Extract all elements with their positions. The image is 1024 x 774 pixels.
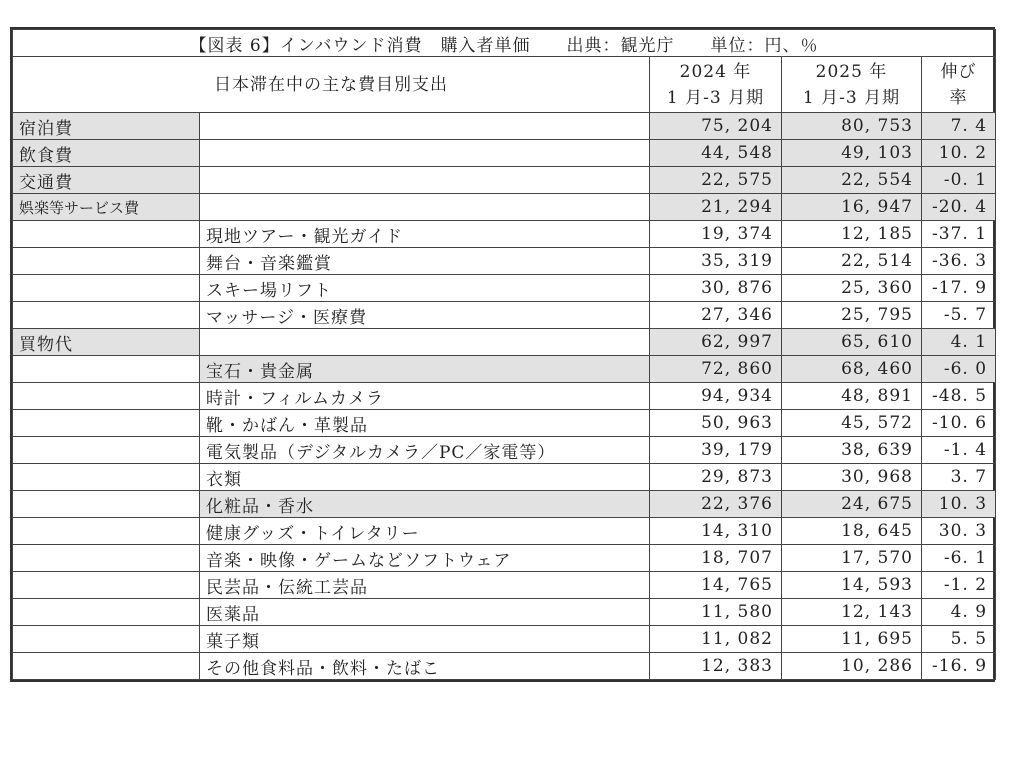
value-2025-cell: 65, 610	[782, 329, 922, 356]
value-2025-cell: 16, 947	[782, 194, 922, 221]
value-2025-cell: 45, 572	[782, 410, 922, 437]
growth-rate-cell: -1. 4	[922, 437, 996, 464]
category-cell	[13, 248, 200, 275]
table-row	[13, 410, 996, 437]
value-2024-cell: 75, 204	[650, 113, 782, 140]
growth-rate-cell: -20. 4	[922, 194, 996, 221]
category-cell	[13, 437, 200, 464]
header-growth-line2: 率	[949, 87, 968, 108]
item-cell	[200, 194, 650, 221]
item-cell: 健康グッズ・トイレタリー	[200, 518, 650, 545]
category-cell	[13, 626, 200, 653]
category-cell	[13, 356, 200, 383]
growth-rate-cell: -6. 1	[922, 545, 996, 572]
value-2024-cell: 39, 179	[650, 437, 782, 464]
category-cell	[13, 464, 200, 491]
value-2025-cell: 12, 143	[782, 599, 922, 626]
value-2025-cell: 24, 675	[782, 491, 922, 518]
item-cell: 菓子類	[200, 626, 650, 653]
header-2025	[782, 57, 922, 113]
value-2025-cell: 25, 360	[782, 275, 922, 302]
item-cell: 靴・かばん・革製品	[200, 410, 650, 437]
category-cell	[13, 491, 200, 518]
table-row	[13, 626, 996, 653]
header-growth-line1: 伸び	[940, 61, 977, 82]
item-cell: 民芸品・伝統工芸品	[200, 572, 650, 599]
table-row	[13, 113, 996, 140]
value-2024-cell: 19, 374	[650, 221, 782, 248]
value-2024-cell: 50, 963	[650, 410, 782, 437]
item-cell: マッサージ・医療費	[200, 302, 650, 329]
table-title: 【図表 6】インバウンド消費 購入者単価 出典：観光庁 単位：円、％	[13, 30, 996, 57]
value-2025-cell: 11, 695	[782, 626, 922, 653]
table-row	[13, 383, 996, 410]
value-2025-cell: 22, 514	[782, 248, 922, 275]
category-cell	[13, 221, 200, 248]
category-cell	[13, 410, 200, 437]
category-cell	[13, 599, 200, 626]
item-cell: 音楽・映像・ゲームなどソフトウェア	[200, 545, 650, 572]
table-row	[13, 437, 996, 464]
growth-rate-cell: -48. 5	[922, 383, 996, 410]
item-cell	[200, 140, 650, 167]
header-2025-period: 1 月-3 月期	[802, 87, 901, 108]
category-cell	[13, 545, 200, 572]
header-growth	[922, 57, 996, 113]
category-cell: 買物代	[13, 329, 200, 356]
value-2025-cell: 12, 185	[782, 221, 922, 248]
table-row	[13, 599, 996, 626]
item-cell: 電気製品（デジタルカメラ／PC／家電等）	[200, 437, 650, 464]
value-2025-cell: 48, 891	[782, 383, 922, 410]
value-2025-cell: 22, 554	[782, 167, 922, 194]
category-cell: 娯楽等サービス費	[13, 194, 200, 221]
category-cell	[13, 383, 200, 410]
growth-rate-cell: 3. 7	[922, 464, 996, 491]
growth-rate-cell: 4. 9	[922, 599, 996, 626]
value-2024-cell: 14, 765	[650, 572, 782, 599]
value-2024-cell: 94, 934	[650, 383, 782, 410]
growth-rate-cell: 10. 2	[922, 140, 996, 167]
growth-rate-cell: -5. 7	[922, 302, 996, 329]
value-2024-cell: 22, 575	[650, 167, 782, 194]
header-item-label: 日本滞在中の主な費目別支出	[13, 57, 650, 113]
value-2024-cell: 21, 294	[650, 194, 782, 221]
value-2024-cell: 22, 376	[650, 491, 782, 518]
item-cell: その他食料品・飲料・たばこ	[200, 653, 650, 680]
value-2025-cell: 25, 795	[782, 302, 922, 329]
growth-rate-cell: -6. 0	[922, 356, 996, 383]
table-row	[13, 221, 996, 248]
header-2024	[650, 57, 782, 113]
table-row	[13, 356, 996, 383]
header-2024-period: 1 月-3 月期	[666, 87, 765, 108]
item-cell	[200, 113, 650, 140]
value-2025-cell: 18, 645	[782, 518, 922, 545]
value-2024-cell: 11, 580	[650, 599, 782, 626]
item-cell: 衣類	[200, 464, 650, 491]
header-2024-year: 2024 年	[679, 61, 752, 82]
category-cell: 交通費	[13, 167, 200, 194]
growth-rate-cell: -17. 9	[922, 275, 996, 302]
growth-rate-cell: -36. 3	[922, 248, 996, 275]
table-row	[13, 491, 996, 518]
value-2024-cell: 14, 310	[650, 518, 782, 545]
value-2025-cell: 38, 639	[782, 437, 922, 464]
table-header-row	[13, 57, 996, 113]
growth-rate-cell: -0. 1	[922, 167, 996, 194]
item-cell: スキー場リフト	[200, 275, 650, 302]
value-2025-cell: 30, 968	[782, 464, 922, 491]
spending-table	[12, 29, 996, 680]
value-2024-cell: 12, 383	[650, 653, 782, 680]
item-cell: 現地ツアー・観光ガイド	[200, 221, 650, 248]
growth-rate-cell: 7. 4	[922, 113, 996, 140]
growth-rate-cell: -1. 2	[922, 572, 996, 599]
table-row	[13, 572, 996, 599]
category-cell: 宿泊費	[13, 113, 200, 140]
table-row	[13, 464, 996, 491]
item-cell	[200, 329, 650, 356]
value-2025-cell: 80, 753	[782, 113, 922, 140]
value-2024-cell: 29, 873	[650, 464, 782, 491]
table-row	[13, 329, 996, 356]
table-row	[13, 275, 996, 302]
header-2025-year: 2025 年	[815, 61, 888, 82]
table-row	[13, 653, 996, 680]
spending-table-frame	[10, 27, 995, 682]
growth-rate-cell: 10. 3	[922, 491, 996, 518]
table-row	[13, 518, 996, 545]
value-2024-cell: 27, 346	[650, 302, 782, 329]
category-cell	[13, 572, 200, 599]
table-row	[13, 302, 996, 329]
table-title-row	[13, 30, 996, 57]
value-2025-cell: 49, 103	[782, 140, 922, 167]
table-row	[13, 194, 996, 221]
value-2024-cell: 44, 548	[650, 140, 782, 167]
value-2025-cell: 14, 593	[782, 572, 922, 599]
item-cell: 化粧品・香水	[200, 491, 650, 518]
value-2024-cell: 30, 876	[650, 275, 782, 302]
table-row	[13, 545, 996, 572]
item-cell: 舞台・音楽鑑賞	[200, 248, 650, 275]
item-cell: 宝石・貴金属	[200, 356, 650, 383]
value-2025-cell: 10, 286	[782, 653, 922, 680]
value-2025-cell: 17, 570	[782, 545, 922, 572]
table-row	[13, 248, 996, 275]
growth-rate-cell: 5. 5	[922, 626, 996, 653]
category-cell: 飲食費	[13, 140, 200, 167]
growth-rate-cell: -10. 6	[922, 410, 996, 437]
category-cell	[13, 275, 200, 302]
value-2024-cell: 35, 319	[650, 248, 782, 275]
table-row	[13, 167, 996, 194]
growth-rate-cell: -37. 1	[922, 221, 996, 248]
item-cell: 医薬品	[200, 599, 650, 626]
value-2024-cell: 72, 860	[650, 356, 782, 383]
value-2025-cell: 68, 460	[782, 356, 922, 383]
category-cell	[13, 302, 200, 329]
category-cell	[13, 518, 200, 545]
value-2024-cell: 11, 082	[650, 626, 782, 653]
item-cell	[200, 167, 650, 194]
value-2024-cell: 62, 997	[650, 329, 782, 356]
growth-rate-cell: 30. 3	[922, 518, 996, 545]
table-row	[13, 140, 996, 167]
growth-rate-cell: 4. 1	[922, 329, 996, 356]
growth-rate-cell: -16. 9	[922, 653, 996, 680]
item-cell: 時計・フィルムカメラ	[200, 383, 650, 410]
category-cell	[13, 653, 200, 680]
value-2024-cell: 18, 707	[650, 545, 782, 572]
